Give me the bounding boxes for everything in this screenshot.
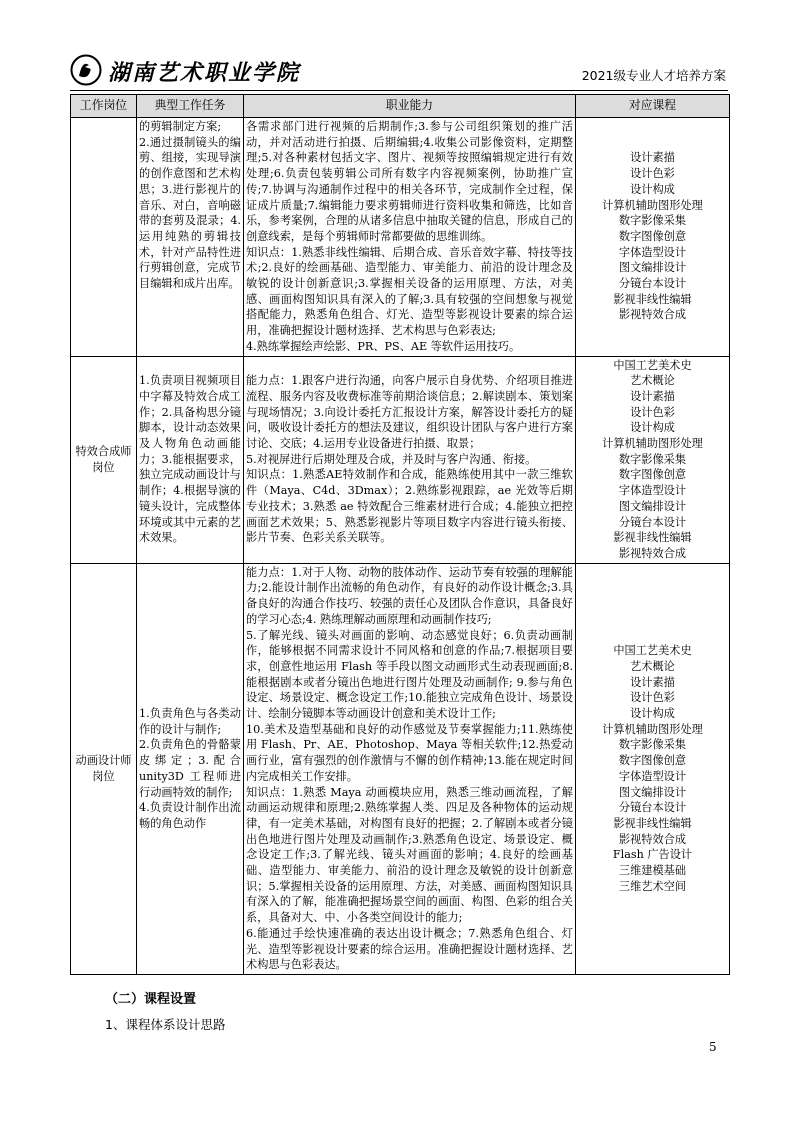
course-item: 数字图像创意 [618, 468, 687, 482]
cell-courses [576, 118, 730, 357]
course-item: 设计色彩 [630, 691, 675, 705]
header-courses: 对应课程 [576, 95, 730, 118]
course-item: 艺术概论 [630, 659, 675, 673]
course-item: 设计素描 [630, 151, 675, 165]
course-item: 分镜台本设计 [618, 801, 687, 815]
school-name: 湖南艺术职业学院 [108, 60, 301, 86]
course-item: 影视特效合成 [618, 308, 687, 322]
course-item: 字体造型设计 [618, 245, 687, 259]
header-position: 工作岗位 [71, 95, 137, 118]
course-item: 数字图像创意 [618, 754, 687, 768]
cell-position: 特效合成师岗位 [71, 356, 137, 563]
course-item: 数字影像采集 [618, 214, 687, 228]
course-item: 三维艺术空间 [618, 879, 687, 893]
cell-task: 1.负责项目视频项目中字幕及特效合成工作；2.具备构思分镜脚本，设计动态效果及人物角色动画能力；3.能根据要求，独立完成动画设计与制作；4.根据导演的镜头设计，完成整体环境或其中元素的艺术效果。 [137, 356, 244, 563]
course-item: 设计构成 [630, 421, 675, 435]
header-ability: 职业能力 [244, 95, 576, 118]
page-number: 5 [709, 1040, 717, 1054]
table-row [71, 118, 730, 357]
course-item: 分镜台本设计 [618, 515, 687, 529]
course-item: 设计素描 [630, 389, 675, 403]
plan-title: 2021级专业人才培养方案 [581, 68, 726, 83]
page-header [70, 52, 728, 91]
course-item: 设计构成 [630, 182, 675, 196]
course-item: 设计色彩 [630, 405, 675, 419]
course-item: 计算机辅助图形处理 [602, 198, 703, 212]
course-item: 分镜台本设计 [618, 277, 687, 291]
course-item: 图文编排设计 [618, 499, 687, 513]
course-item: 影视特效合成 [618, 832, 687, 846]
cell-courses [576, 563, 730, 974]
course-item: 三维建模基础 [618, 864, 687, 878]
course-item: 影视特效合成 [618, 546, 687, 560]
course-item: 计算机辅助图形处理 [602, 437, 703, 451]
section-heading: （二）课程设置 [105, 992, 197, 1007]
course-item: 图文编排设计 [618, 261, 687, 275]
course-item: Flash 广告设计 [612, 848, 693, 862]
course-item: 字体造型设计 [618, 769, 687, 783]
course-item: 中国工艺美术史 [613, 644, 692, 658]
table-header-row [71, 95, 730, 118]
course-mapping-table [70, 94, 730, 975]
cell-ability: 能力点：1.对于人物、动物的肢体动作、运动节奏有较强的理解能力;2.能设计制作出流畅的角色动作，有良好的动作设计概念;3.具备良好的沟通合作技巧、较强的责任心及团队合作意识，具备良好的学习心态;4. 熟练理解动画原理和动画制作技巧; 5.了解光线、镜头对画面的影响、动态感觉良好；6.负责动画制作，能够根据不同需求设计不同风格和创意的作品;7.根据项目要求，创意性地运用 Flash 等手段以图文动画形式生动表现画面;8.能根据剧本或者分镜出色地进行图片处理及动画制作; 9.参与角色设定、场景设定、概念设定工作;10.能独立完成角色设计、场景设计、绘制分镜脚本等动画设计创意和美术设计工作; 10.美术及造型基础和良好的动作感觉及节奏掌握能力;11.熟练使用 Flash、Pr、AE、Photoshop、Maya 等相关软件;12.热爱动画行业，富有强烈的创作激情与不懈的创作精神;13.能在规定时间内完成相关工作安排。 知识点：1.熟悉 Maya 动画模块应用，熟悉三维动画流程，了解动画运动规律和原理;2.熟练掌握人类、四足及各种物体的运动规律，有一定美术基础，对构图有良好的把握；2.了解剧本或者分镜出色地进行图片处理及动画制作;3.熟悉角色设定、场景设定、概念设定工作;3.了解光线、镜头对画面的影响；4.良好的绘画基础、造型能力、审美能力、前沿的设计理念及敏锐的设计创新意识；5.掌握相关设备的运用原理、方法，对美感、画面构图知识具有深入的了解，能准确把握场景空间的画面、构图、色彩的组合关系，具备对大、中、小各类空间设计的能力; 6.能通过手绘快速准确的表达出设计概念；7.熟悉角色组合、灯光、造型等影视设计要素的综合运用。准确把握设计题材选择、艺术构思与色彩表达。 [244, 563, 576, 974]
cell-task: 1.负责角色与各类动作的设计与制作; 2.负责角色的骨骼蒙皮绑定；3.配合unity3D 工程师进行动画特效的制作; 4.负责设计制作出流畅的角色动作 [137, 563, 244, 974]
cell-ability: 能力点：1.跟客户进行沟通，向客户展示自身优势、介绍项目推进流程、服务内容及收费标准等前期洽谈信息；2.解读剧本、策划案与现场情况；3.向设计委托方汇报设计方案，解答设计委托方的疑问，吸收设计委托方的想法及建议，组织设计团队与客户进行方案讨论、交底；4.运用专业设备进行拍摄、取景； 5.对视屏进行后期处理及合成，并及时与客户沟通、衔接。 知识点：1.熟悉AE特效制作和合成，能熟练使用其中一款三维软件（Maya、C4d、3Dmax）；2.熟练影视跟踪，ae 光效等后期专业技术；3.熟悉 ae 特效配合三维素材进行合成；4.能独立把控画面艺术效果；5、熟悉影视影片等项目数字内容进行镜头衔接、影片节奏、色彩关系关联等。 [244, 356, 576, 563]
course-item: 数字图像创意 [618, 229, 687, 243]
header-task: 典型工作任务 [137, 95, 244, 118]
school-logo-icon [70, 54, 102, 86]
cell-task: 的剪辑制定方案; 2.通过摄制镜头的编剪、组接，实现导演的创作意图和艺术构思；3.进行影视片的音乐、对白，音响磁带的套剪及混录；4.运用纯熟的剪辑技术，针对产品特性进行剪辑创意，完成节目编辑和成片出库。 [137, 118, 244, 357]
course-item: 设计色彩 [630, 167, 675, 181]
table-row [71, 356, 730, 563]
course-item: 计算机辅助图形处理 [602, 722, 703, 736]
course-item: 字体造型设计 [618, 484, 687, 498]
course-item: 影视非线性编辑 [613, 816, 692, 830]
course-item: 数字影像采集 [618, 738, 687, 752]
section-subheading: 1、课程体系设计思路 [105, 1017, 226, 1032]
cell-ability: 各需求部门进行视频的后期制作;3.参与公司组织策划的推广活动，并对活动进行拍摄、后期编辑;4.收集公司影像资料，定期整理;5.对各种素材包括文字、图片、视频等按照编辑规定进行有效处理;6.负责包装剪辑公司所有数字内容视频案例，协助推广宣传;7.协调与沟通制作过程中的相关各环节，完成制作全过程，保证成片质量;7.编辑能力要求剪辑师进行资料收集和筛选，比如音乐，参考案例，合理的从诸多信息中抽取关键的信息，形成自己的创意线索，是每个剪辑师时常都要做的思维训练。 知识点：1.熟悉非线性编辑、后期合成、音乐音效字幕、特技等技术;2.良好的绘画基础、造型能力、审美能力、前沿的设计理念及敏锐的设计创新意识;3.掌握相关设备的运用原理、方法，对美感、画面构图知识具有深入的了解;3.具有较强的空间想象与视觉搭配能力，熟悉角色组合、灯光、造型等影视设计要素的综合运用，准确把握设计题材选择、艺术构思与色彩表达; 4.熟练掌握绘声绘影、PR、PS、AE 等软件运用技巧。 [244, 118, 576, 357]
cell-position [71, 118, 137, 357]
table-row [71, 563, 730, 974]
course-item: 图文编排设计 [618, 785, 687, 799]
course-item: 设计素描 [630, 675, 675, 689]
course-item: 影视非线性编辑 [613, 292, 692, 306]
course-item: 艺术概论 [630, 374, 675, 388]
course-item: 中国工艺美术史 [613, 358, 692, 372]
cell-position: 动画设计师岗位 [71, 563, 137, 974]
cell-courses [576, 356, 730, 563]
course-item: 数字影像采集 [618, 452, 687, 466]
course-item: 设计构成 [630, 707, 675, 721]
course-item: 影视非线性编辑 [613, 531, 692, 545]
